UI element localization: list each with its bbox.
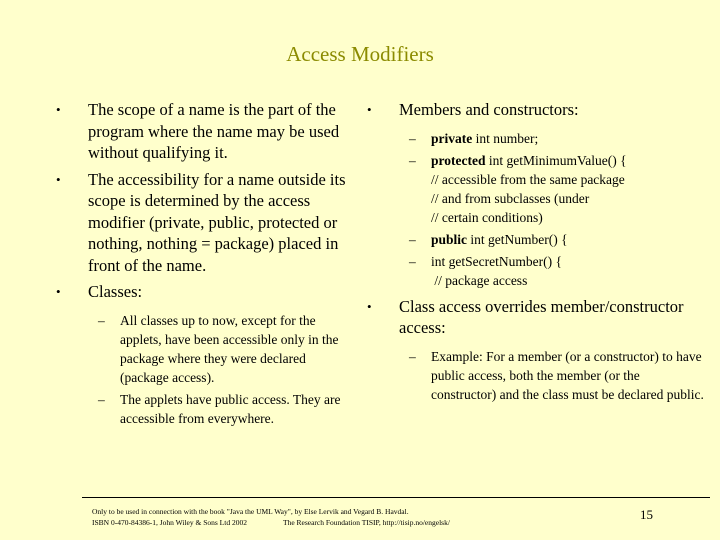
- dash-icon: –: [409, 348, 416, 364]
- footer-credits: [92, 506, 512, 528]
- dash-icon: –: [409, 130, 416, 146]
- bullet-members: [367, 99, 707, 290]
- footer-line-2: ISBN 0-470-84386-1, John Wiley & Sons Ltd 2002 The Research Foundation TISIP, http://tisip.no/engelsk/: [92, 518, 450, 527]
- bullet-text: The scope of a name is the part of the program where the name may be used without qualifying it.: [88, 100, 340, 162]
- sub-bullet-package: – int getSecretNumber() { // package access: [409, 253, 562, 288]
- bullet-icon: •: [56, 171, 61, 187]
- bullet-accessibility: [56, 169, 356, 277]
- bullet-scope: [56, 99, 356, 164]
- page-number: 15: [640, 507, 653, 522]
- footer-line-1: Only to be used in connection with the book "Java the UML Way", by Else Lervik and Vegard B. Havdal.: [92, 507, 409, 516]
- dash-icon: –: [98, 312, 105, 328]
- sub-bullet-private: – private int number;: [409, 130, 539, 146]
- sub-bullet-protected: – protected int getMinimumValue() { // accessible from the same package // and from subclasses (under // certain conditions): [409, 152, 627, 225]
- bullet-text: Members and constructors:: [399, 100, 579, 119]
- dash-icon: –: [98, 391, 105, 407]
- sub-bullet-example: – Example: For a member (or a constructor) to have public access, both the member (or the constructor) and the class must be declared public.: [409, 348, 704, 402]
- dash-icon: –: [409, 231, 416, 247]
- slide-title: Access Modifiers: [286, 42, 434, 66]
- bullet-text: Class access overrides member/constructor access:: [399, 296, 684, 337]
- bullet-class-access: [367, 296, 707, 404]
- right-column: [367, 99, 707, 410]
- dash-icon: –: [409, 152, 416, 168]
- dash-icon: –: [409, 253, 416, 269]
- footer-divider: [82, 497, 710, 498]
- sub-bullet: – All classes up to now, except for the applets, have been accessible only in the package where they were declared (package access).: [98, 312, 339, 385]
- sub-bullet: – The applets have public access. They are accessible from everywhere.: [98, 391, 341, 426]
- bullet-icon: •: [367, 298, 372, 314]
- bullet-text: The accessibility for a name outside its scope is determined by the access modifier (private, public, protected or nothing, nothing = package) placed in front of the name.: [88, 169, 346, 275]
- bullet-text: Classes:: [88, 282, 143, 301]
- left-column: [56, 99, 356, 434]
- bullet-icon: •: [56, 102, 61, 117]
- bullet-icon: •: [56, 284, 61, 299]
- bullet-classes: [56, 281, 356, 428]
- sub-bullet-public: – public int getNumber() {: [409, 231, 568, 247]
- bullet-icon: •: [367, 102, 372, 117]
